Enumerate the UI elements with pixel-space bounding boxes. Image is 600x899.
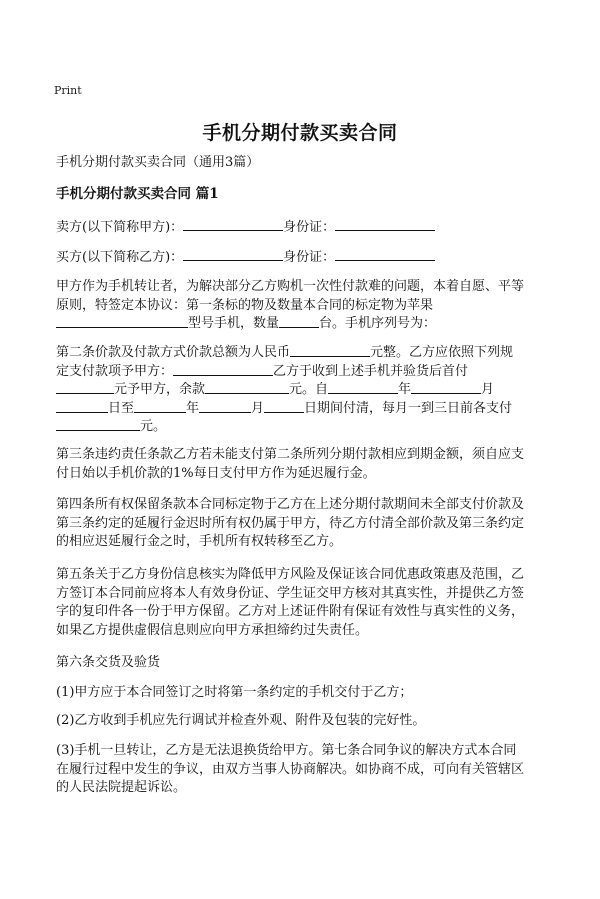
text-line: 第四条所有权保留条款本合同标定物于乙方在上述分期付款期间未全部支付价款及	[56, 497, 525, 512]
text-span: 元予甲方，余款	[114, 382, 206, 397]
text-span: 元。	[140, 419, 167, 434]
buyer-id-label: 身份证：	[283, 250, 336, 265]
text-line: 方签订本合同前应将本人有效身份证、学生证交甲方核对其真实性，并提供乙方签	[56, 585, 525, 601]
start-day-blank	[56, 400, 108, 413]
text-span: 日期间付清，每月一到三日前各支付	[304, 400, 513, 416]
delivery-item-2: (2)乙方收到手机应先行调试并检查外观、附件及包装的完好性。	[56, 713, 426, 728]
section-delivery-heading: 第六条交货及验货	[56, 655, 161, 670]
text-span: 元。自	[289, 382, 329, 397]
text-line	[56, 381, 548, 400]
buyer-label: 买方(以下简称乙方)：	[56, 250, 184, 265]
text-line: 第五条关于乙方身份信息核实为降低甲方风险及保证该合同优惠政策惠及范围，乙	[56, 567, 525, 582]
text-line: 在履行过程中发生的争议，由双方当事人协商解决。如协商不成，可向有关管辖区	[56, 761, 525, 777]
section-title: 手机分期付款买卖合同 篇1	[56, 186, 219, 202]
buyer-line	[56, 248, 435, 267]
text-line: 如果乙方提供虚假信息则应向甲方承担缔约过失责任。	[56, 622, 369, 638]
text-line	[56, 315, 548, 334]
paragraph-subject	[56, 278, 548, 334]
model-blank	[56, 315, 188, 328]
end-year-blank	[134, 400, 186, 413]
text-span: 年	[398, 382, 412, 397]
seller-line	[56, 218, 435, 237]
seller-name-blank	[183, 218, 283, 231]
start-month-blank	[411, 381, 481, 394]
text-line: (3)手机一旦转让，乙方是无法退换货给甲方。第七条合同争议的解决方式本合同	[56, 743, 517, 758]
text-line: 付日始以手机价款的1%每日支付甲方作为延迟履行金。	[56, 465, 376, 481]
text-span: 月	[481, 382, 495, 397]
text-span: 年	[186, 400, 200, 416]
text-line: 的人民法院提起诉讼。	[56, 780, 187, 795]
paragraph-price	[56, 344, 548, 437]
end-day-blank	[264, 400, 304, 413]
text-span: 元整。乙方应依照下列规	[370, 345, 514, 360]
text-line: 原则，特签定本协议：第一条标的物及数量本合同的标定物为苹果	[56, 297, 434, 313]
seller-id-label: 身份证：	[283, 220, 336, 235]
paragraph-ownership	[56, 496, 548, 552]
date-blank	[173, 363, 273, 376]
text-span: 定支付款项予甲方：	[56, 363, 174, 379]
quantity-blank	[279, 315, 319, 328]
text-line	[56, 363, 548, 382]
paragraph-breach	[56, 446, 548, 483]
balance-blank	[205, 381, 289, 394]
end-month-blank	[199, 400, 251, 413]
monthly-amount-blank	[56, 418, 140, 431]
total-price-blank	[290, 344, 370, 357]
text-span: 型号手机，数量	[188, 316, 280, 331]
text-span: 台。手机序列号为：	[319, 316, 437, 331]
print-label[interactable]: Print	[54, 84, 82, 97]
start-year-blank	[328, 381, 398, 394]
text-line: 的相应迟延履行金之时，手机所有权转移至乙方。	[56, 534, 343, 549]
text-span: 乙方于收到上述手机并验货后首付	[273, 363, 469, 379]
down-payment-blank	[56, 381, 114, 394]
buyer-name-blank	[183, 248, 283, 261]
text-span: 日至	[108, 400, 135, 416]
text-line: 第三条违约责任条款乙方若未能支付第二条所列分期付款相应到期金额，须自应支	[56, 447, 525, 462]
delivery-item-3	[56, 742, 548, 798]
text-span: 月	[251, 400, 265, 416]
text-line	[56, 344, 548, 363]
document-subtitle: 手机分期付款买卖合同（通用3篇）	[56, 155, 260, 170]
text-line	[56, 418, 548, 437]
delivery-item-1: (1)甲方应于本合同签订之时将第一条约定的手机交付于乙方；	[56, 685, 413, 700]
text-line	[56, 400, 548, 419]
text-span: 第二条价款及付款方式价款总额为人民币	[56, 345, 291, 360]
text-line: 甲方作为手机转让者，为解决部分乙方购机一次性付款难的问题，本着自愿、平等	[56, 279, 525, 294]
text-line: 字的复印件各一份于甲方保留。乙方对上述证件附有保证有效性与真实性的义务，	[56, 604, 525, 619]
text-line: 第三条约定的延履行金迟时所有权仍属于甲方，待乙方付清全部价款及第三条约定	[56, 515, 525, 531]
seller-label: 卖方(以下简称甲方)：	[56, 220, 184, 235]
paragraph-identity	[56, 566, 548, 640]
buyer-id-blank	[335, 248, 435, 261]
seller-id-blank	[335, 218, 435, 231]
document-title: 手机分期付款买卖合同	[202, 122, 398, 144]
